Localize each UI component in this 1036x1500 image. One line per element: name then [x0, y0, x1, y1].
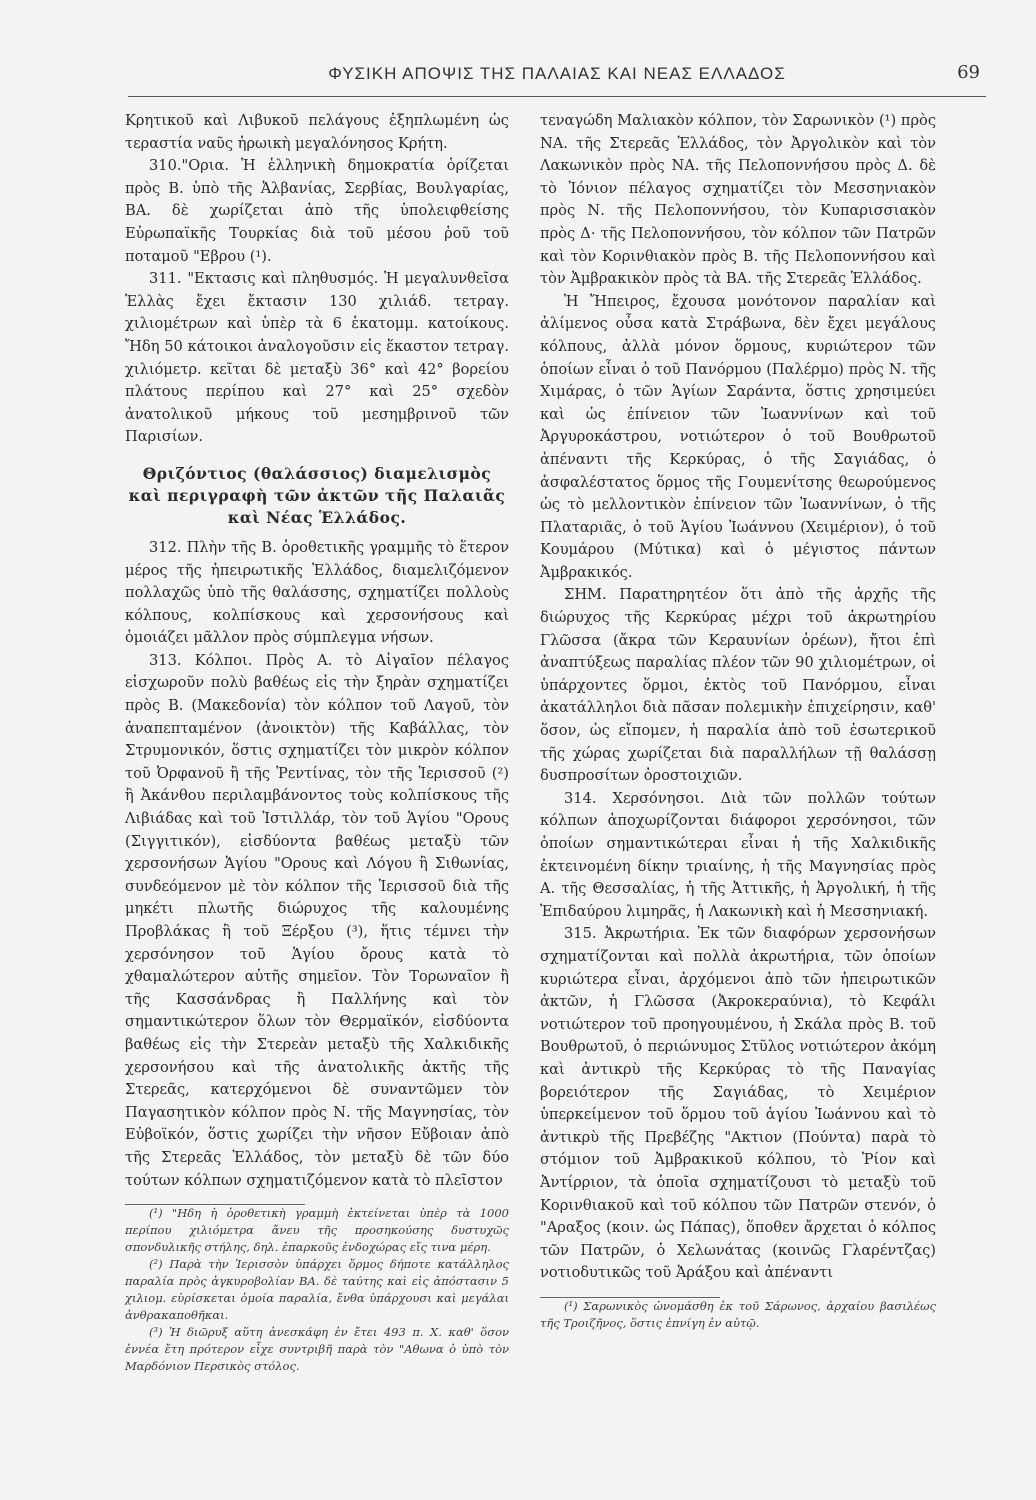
- paragraph: Κρητικοῦ καὶ Λιβυκοῦ πελάγους ἐξηπλωμένη ὡς τεραστία ναῦς ἡρωικὴ μεγαλόνησος Κρήτη.: [125, 112, 509, 152]
- paragraph-312: 312. Πλὴν τῆς Β. ὁροθετικῆς γραμμῆς τὸ ἕτερον μέρος τῆς ἠπειρωτικῆς Ἑλλάδος, διαμελιζόμενον πολλαχῶς ὑπὸ τῆς θαλάσσης, σχηματίζει πολλοὺς κόλπους, κολπίσκους καὶ χερσονήσους καὶ ὁμοιάζει μᾶλλον πρὸς σύμπλεγμα νήσων.: [125, 538, 509, 647]
- page-number: 69: [957, 62, 980, 83]
- footnote-3: (³) Ἡ διῶρυξ αὕτη ἀνεσκάφη ἐν ἔτει 493 π. Χ. καθ' ὅσον ἐννέα ἔτη πρότερον εἶχε συντριβῆ παρὰ τὸν "Αθωνα ὁ ὑπὸ τὸν Μαρδόνιον Περσικὸς στόλος.: [125, 1325, 509, 1374]
- paragraph-311-area-population: 311. "Εκτασις καὶ πληθυσμός. Ἡ μεγαλυνθεῖσα Ἑλλὰς ἔχει ἔκτασιν 130 χιλιάδ. τετραγ. χιλιομέτρων καὶ ὑπὲρ τὰ 6 ἑκατομμ. κατοίκους. Ἤδη 50 κάτοικοι ἀναλογοῦσιν εἰς ἕκαστον τετραγ. χιλιόμετρ. κεῖται δὲ μεταξὺ 36° καὶ 42° βορείου πλάτους περίπου καὶ 27° καὶ 25° σχεδὸν ἀνατολικοῦ μήκους τοῦ μεσημβρινοῦ τῶν Παρισίων.: [125, 270, 509, 446]
- paragraph-epirus: Ἡ Ἤπειρος, ἔχουσα μονότονον παραλίαν καὶ ἀλίμενος οὖσα κατὰ Στράβωνα, δὲν ἔχει μεγάλους κόλπους, ἀλλὰ μόνον ὅρμους, κυριώτερον τῶν ὁποίων εἶναι ὁ τοῦ Πανόρμου (Παλέρμο) πρὸς Ν. τῆς Χιμάρας, ὁ τῶν Ἁγίων Σαράντα, ὅστις χρησιμεύει καὶ ὡς ἐπίνειον τῶν Ἰωαννίνων καὶ τοῦ Ἀργυροκάστρου, νοτιώτερον ὁ τοῦ Βουθρωτοῦ ἀπέναντι τῆς Κερκύρας, ὁ τῆς Σαγιάδας, ὁ ἀσφαλέστατος ὅρμος τῆς Γουμενίτσης θεωρούμενος ὡς τὸ μελλοντικὸν ἐπίνειον τῶν Ἰωαννίνων, ὁ τῆς Πλαταριᾶς, ὁ τοῦ Ἁγίου Ἰωάννου (Χειμέριον), ὁ τοῦ Κουμάρου (Μύτικα) καὶ ὁ μέγιστος πάντων Ἀμβρακικός.: [540, 292, 936, 581]
- paragraph-313-gulfs: 313. Κόλποι. Πρὸς Α. τὸ Αἰγαῖον πέλαγος εἰσχωροῦν πολὺ βαθέως εἰς τὴν ξηρὰν σχηματίζει πρὸς Β. (Μακεδονία) τὸν κόλπον τοῦ Λαγοῦ, τὸν ἀναπεπταμένον (ἀνοικτὸν) τῆς Καβάλλας, τὸν Στρυμονικόν, ὅστις σχηματίζει τὸν μικρὸν κόλπον τοῦ Ὀρφανοῦ ἢ τῆς Ῥεντίνας, τὸν τῆς Ἱερισσοῦ (²) ἢ Ἀκάνθου περιλαμβάνοντος τοὺς κολπίσκους τῆς Λιβιάδας καὶ τοῦ Ἰστιλλάρ, τὸν τοῦ Ἁγίου "Ορους (Σιγγιτικόν), εἰσδύοντα βαθέως μεταξὺ τῶν χερσονήσων Ἁγίου "Ορους καὶ Λόγου ἢ Σιθωνίας, συνδεόμενον μὲ τὸν κόλπον τῆς Ἱερισσοῦ διὰ τῆς μηκέτι πλωτῆς διώρυχος τῆς καλουμένης Προβλάκας ἢ τοῦ Ξέρξου (³), ἥτις τέμνει τὴν χερσόνησον τοῦ Ἁγίου ὄρους κατὰ τὸ χθαμαλώτερον αὐτῆς σημεῖον. Τὸν Τορωναῖον ἢ τῆς Κασσάνδρας ἢ Παλλήνης καὶ τὸν σημαντικώτερον ὅλων τὸν Θερμαϊκόν, εἰσδύοντα βαθέως εἰς τὴν Στερεὰν μεταξὺ τῆς Χαλκιδικῆς χερσονήσου καὶ τῆς ἀνατολικῆς ἀκτῆς τῆς Στερεᾶς, κατερχόμενοι δὲ συναντῶμεν τὸν Παγασητικὸν κόλπον πρὸς Ν. τῆς Μαγνησίας, τὸν Εὐβοϊκόν, ὅστις χωρίζει τὴν νῆσον Εὔβοιαν ἀπὸ τῆς Στερεᾶς Ἑλλάδος, τὸν μεταξὺ δὲ τῶν δύο τούτων κόλπων σχηματιζόμενον κατὰ τὸ πλεῖστον: [125, 651, 509, 1189]
- paragraph: τεναγώδη Μαλιακὸν κόλπον, τὸν Σαρωνικὸν (¹) πρὸς ΝΑ. τῆς Στερεᾶς Ἑλλάδος, τὸν Ἀργολικὸν καὶ τὸν Λακωνικὸν πρὸς ΝΑ. τῆς Πελοποννήσου πρὸς Δ. δὲ τὸ Ἰόνιον πέλαγος σχηματίζει τὸν Μεσσηνιακὸν πρὸς Ν. τῆς Πελοποννήσου, τὸν Κυπαρισσιακὸν πρὸς Δ· τῆς Πελοποννήσου, τὸν κόλπον τῶν Πατρῶν καὶ τὸν Κορινθιακὸν πρὸς Β. τῆς Πελοποννήσου καὶ τὸν Ἀμβρακικὸν πρὸς τὰ ΒΑ. τῆς Στερεᾶς Ἑλλάδος.: [540, 112, 936, 288]
- footnote-2: (²) Παρὰ τὴν Ἱερισσὸν ὑπάρχει ὅρμος δήποτε κατάλληλος παραλία πρὸς ἀγκυροβολίαν ΒΑ. δὲ ταύτης καὶ εἰς ἀπόστασιν 5 χιλιομ. εὑρίσκεται ὁμοία παραλία, ἔνθα ὑπάρχουσι καὶ μεγάλαι ἀνθρακαποθῆκαι.: [125, 1257, 509, 1323]
- paragraph-314-peninsulas: 314. Χερσόνησοι. Διὰ τῶν πολλῶν τούτων κόλπων ἀποχωρίζονται διάφοροι χερσόνησοι, τῶν ὁποίων σημαντικώτεραι εἶναι ἡ τῆς Χαλκιδικῆς ἐκτεινομένη δίκην τριαίνης, ἡ τῆς Μαγνησίας πρὸς Α. τῆς Θεσσαλίας, ἡ τῆς Ἀττικῆς, ἡ Ἀργολική, ἡ τῆς Ἐπιδαύρου λιμηρᾶς, ἡ Λακωνικὴ καὶ ἡ Μεσσηνιακή.: [540, 789, 936, 920]
- running-title: ΦΥΣΙΚΗ ΑΠΟΨΙΣ ΤΗΣ ΠΑΛΑΙΑΣ ΚΑΙ ΝΕΑΣ ΕΛΛΑΔΟΣ: [328, 64, 786, 83]
- footnote-1-right: (¹) Σαρωνικὸς ὠνομάσθη ἐκ τοῦ Σάρωνος, ἀρχαίου βασιλέως τῆς Τροιζῆνος, ὅστις ἐπνίγη ἐν αὐτῷ.: [540, 1298, 936, 1330]
- paragraph-310-borders: 310."Ορια. Ἡ ἑλληνικὴ δημοκρατία ὁρίζεται πρὸς Β. ὑπὸ τῆς Ἀλβανίας, Σερβίας, Βουλγαρίας, ΒΑ. δὲ χωρίζεται ἀπὸ τῆς ὑπολειφθείσης Εὐρωπαϊκῆς Τουρκίας διὰ τοῦ μέσου ῥοῦ τοῦ ποταμοῦ "Εβρου (¹).: [125, 157, 509, 265]
- right-column: [540, 110, 936, 1332]
- section-heading: Θριζόντιος (θαλάσσιος) διαμελισμὸς καὶ περιγραφὴ τῶν ἀκτῶν τῆς Παλαιᾶς καὶ Νέας Ἑλλάδος.: [128, 463, 506, 527]
- running-header: [128, 62, 986, 97]
- paragraph-315-capes: 315. Ἀκρωτήρια. Ἐκ τῶν διαφόρων χερσονήσων σχηματίζονται καὶ πολλὰ ἀκρωτήρια, τῶν ὁποίων κυριώτερα εἶναι, ἀρχόμενοι ἀπὸ τῶν ἠπειρωτικῶν ἀκτῶν, ἡ Γλῶσσα (Ἀκροκεραύνια), τὸ Κεφάλι νοτιώτερον τοῦ προηγουμένου, ἡ Σκάλα πρὸς Β. τοῦ Βουθρωτοῦ, ὁ περιώνυμος Στῦλος νοτιώτερον ἀκόμη καὶ ἀντικρὺ τῆς Κερκύρας τὸ τῆς Παναγίας βορειότερον τῆς Σαγιάδας, τὸ Χειμέριον ὑπερκείμενον τοῦ ὅρμου τοῦ ἁγίου Ἰωάννου καὶ τὸ ἀντικρὺ τῆς Πρεβέζης "Ακτιον (Πούντα) παρὰ τὸ στόμιον τοῦ Ἀμβρακικοῦ κόλπου, τὸ Ῥίον καὶ Ἀντίρριον, τὰ ὁποῖα σχηματίζουσι τὸ μεταξὺ τοῦ Κορινθιακοῦ καὶ τοῦ κόλπου τῶν Πατρῶν στενόν, ὁ "Αραξος (κοιν. ὡς Πάπας), ὅποθεν ἄρχεται ὁ κόλπος τῶν Πατρῶν, ὁ Χελωνάτας (κοινῶς Γλαρέντζας) νοτιοδυτικῶς τοῦ Ἀράξου καὶ ἀπέναντι: [540, 925, 936, 1282]
- paragraph-note: ΣΗΜ. Παρατηρητέον ὅτι ἀπὸ τῆς ἀρχῆς τῆς διώρυχος τῆς Κερκύρας μέχρι τοῦ ἀκρωτηρίου Γλῶσσα (ἄκρα τῶν Κεραυνίων ὀρέων), ἤτοι ἐπὶ ἀναπτύξεως παραλίας πλέον τῶν 90 χιλιομέτρων, οἱ ὑπάρχοντες ὅρμοι, ἐκτὸς τοῦ Πανόρμου, εἶναι ἀκατάλληλοι διὰ πᾶσαν πολεμικὴν ἐπιχείρησιν, καθ' ὅσον, ὡς εἴπομεν, ἡ παραλία ἀπὸ τοῦ ἐσωτερικοῦ τῆς χώρας χωρίζεται διὰ παραλλήλων τῇ θαλάσσῃ δυσπροσίτων ὀροστοιχιῶν.: [540, 586, 936, 785]
- footnote-1: (¹) "Ηδη ἡ ὁροθετικὴ γραμμὴ ἐκτείνεται ὑπὲρ τὰ 1000 περίπου χιλιόμετρα ἄνευ τῆς προσηκούσης δυστυχῶς σπονδυλικῆς στήλης, δηλ. ἐπαρκοῦς ἐνδοχώρας εἴς τινα μέρη.: [125, 1206, 509, 1255]
- left-column: [125, 110, 509, 1375]
